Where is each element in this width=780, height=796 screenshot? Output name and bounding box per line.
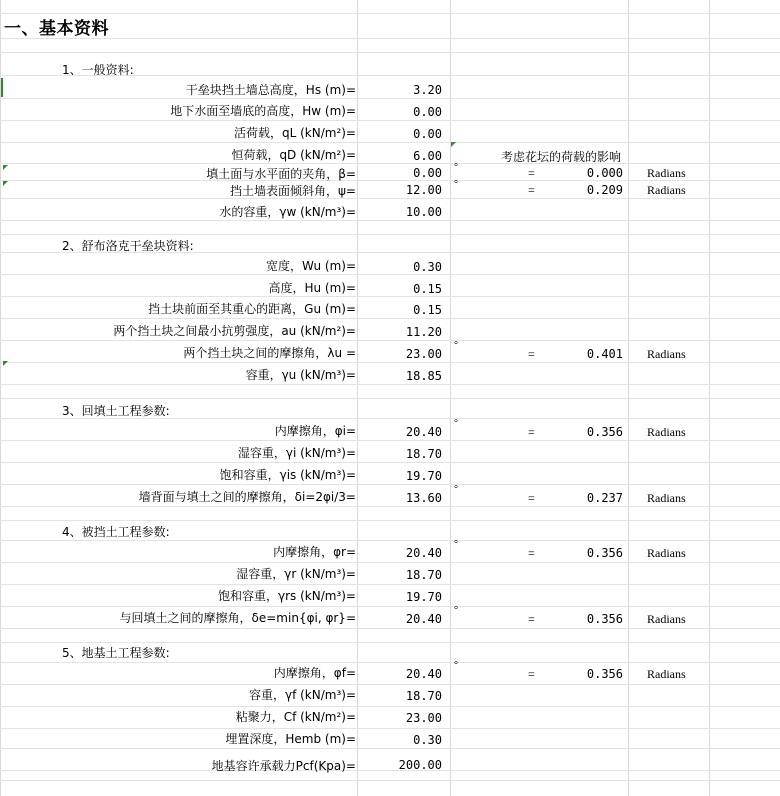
- param-value[interactable]: 19.70: [405, 469, 442, 483]
- param-value[interactable]: 0.00: [413, 166, 442, 180]
- load-note: 考虑花坛的荷载的影响: [501, 150, 622, 164]
- param-label[interactable]: 容重，γu (kN/m³)=: [245, 368, 356, 382]
- degree-symbol: °: [454, 660, 458, 671]
- param-value[interactable]: 0.00: [413, 105, 442, 119]
- param-label[interactable]: 内摩擦角，φf=: [273, 666, 356, 680]
- grid-row-line: [0, 296, 780, 297]
- param-value[interactable]: 0.15: [413, 303, 442, 317]
- radian-value[interactable]: 0.356: [586, 425, 623, 439]
- param-label[interactable]: 内摩擦角，φi=: [274, 424, 356, 438]
- param-value[interactable]: 18.85: [405, 369, 442, 383]
- param-label[interactable]: 湿容重，γi (kN/m³)=: [237, 446, 356, 460]
- param-value[interactable]: 20.40: [405, 546, 442, 560]
- grid-row-line: [0, 520, 780, 521]
- grid-row-line: [0, 318, 780, 319]
- radian-unit: Radians: [647, 667, 686, 681]
- param-value[interactable]: 20.40: [405, 667, 442, 681]
- param-label[interactable]: 高度，Hu (m)=: [268, 281, 356, 295]
- param-label[interactable]: 两个挡土块之间的摩擦角，λu =: [183, 346, 356, 360]
- degree-symbol: °: [454, 179, 458, 190]
- param-value[interactable]: 6.00: [413, 149, 442, 163]
- equals-sign: =: [528, 491, 535, 505]
- grid-row-line: [0, 362, 780, 363]
- param-value[interactable]: 200.00: [398, 758, 442, 772]
- radian-unit: Radians: [647, 166, 686, 180]
- param-value[interactable]: 10.00: [405, 205, 442, 219]
- param-label[interactable]: 恒荷载，qD (kN/m²)=: [231, 148, 356, 162]
- param-value[interactable]: 19.70: [405, 590, 442, 604]
- radian-unit: Radians: [647, 425, 686, 439]
- param-label[interactable]: 干垒块挡土墙总高度，Hs (m)=: [185, 83, 356, 97]
- degree-symbol: °: [454, 418, 458, 429]
- radian-value[interactable]: 0.356: [586, 612, 623, 626]
- param-value[interactable]: 11.20: [405, 325, 442, 339]
- grid-row-line: [0, 748, 780, 749]
- param-value[interactable]: 0.30: [413, 733, 442, 747]
- grid-row-line: [0, 728, 780, 729]
- grid-row-line: [0, 628, 780, 629]
- grid-row-line: [0, 384, 780, 385]
- param-value[interactable]: 20.40: [405, 425, 442, 439]
- grid-row-line: [0, 706, 780, 707]
- grid-row-line: [0, 142, 780, 143]
- grid-row-line: [0, 440, 780, 441]
- radian-unit: Radians: [647, 183, 686, 197]
- param-label[interactable]: 两个挡土块之间最小抗剪强度，au (kN/m²)=: [113, 324, 356, 338]
- radian-value[interactable]: 0.209: [586, 183, 623, 197]
- grid-row-line: [0, 584, 780, 585]
- param-value[interactable]: 18.70: [405, 568, 442, 582]
- param-label[interactable]: 墙背面与填土之间的摩擦角，δi=2φi/3=: [138, 490, 356, 504]
- grid-row-line: [0, 562, 780, 563]
- param-label[interactable]: 饱和容重，γis (kN/m³)=: [219, 468, 356, 482]
- grid-row-line: [0, 484, 780, 485]
- radian-unit: Radians: [647, 347, 686, 361]
- section-heading[interactable]: 2、舒布洛克干垒块资料:: [62, 239, 194, 253]
- degree-symbol: °: [454, 162, 458, 173]
- equals-sign: =: [528, 166, 535, 180]
- grid-row-line: [0, 462, 780, 463]
- param-label[interactable]: 湿容重，γr (kN/m³)=: [236, 567, 356, 581]
- degree-symbol: °: [454, 539, 458, 550]
- section-heading[interactable]: 5、地基土工程参数:: [62, 646, 170, 660]
- equals-sign: =: [528, 612, 535, 626]
- grid-row-line: [0, 274, 780, 275]
- param-label[interactable]: 填土面与水平面的夹角，β=: [206, 167, 356, 181]
- radian-value[interactable]: 0.401: [586, 347, 623, 361]
- equals-sign: =: [528, 347, 535, 361]
- grid-row-line: [0, 340, 780, 341]
- grid-row-line: [0, 606, 780, 607]
- grid-row-line: [0, 120, 780, 121]
- cell-selection-marker: [1, 78, 3, 97]
- param-value[interactable]: 3.20: [413, 83, 442, 97]
- radian-unit: Radians: [647, 612, 686, 626]
- grid-row-line: [0, 398, 780, 399]
- grid-row-line: [0, 540, 780, 541]
- grid-row-line: [0, 684, 780, 685]
- radian-value[interactable]: 0.000: [586, 166, 623, 180]
- grid-row-line: [0, 642, 780, 643]
- section-heading[interactable]: 3、回填土工程参数:: [62, 404, 170, 418]
- grid-row-line: [0, 506, 780, 507]
- param-label[interactable]: 挡土块前面至其重心的距离，Gu (m)=: [148, 302, 356, 316]
- grid-row-line: [0, 234, 780, 235]
- radian-value[interactable]: 0.356: [586, 546, 623, 560]
- comment-marker-icon: [3, 181, 8, 186]
- grid-row-line: [0, 13, 780, 14]
- param-label[interactable]: 地下水面至墙底的高度，Hw (m)=: [170, 104, 356, 118]
- param-label[interactable]: 地基容许承载力Pcf(Kpa)=: [211, 759, 356, 773]
- degree-symbol: °: [454, 340, 458, 351]
- page-title: 一、基本资料: [4, 19, 109, 39]
- comment-marker-icon: [3, 361, 8, 366]
- param-value[interactable]: 18.70: [405, 447, 442, 461]
- equals-sign: =: [528, 425, 535, 439]
- param-label[interactable]: 容重，γf (kN/m³)=: [248, 688, 356, 702]
- grid-row-line: [0, 38, 780, 39]
- equals-sign: =: [528, 667, 535, 681]
- param-value[interactable]: 23.00: [405, 711, 442, 725]
- equals-sign: =: [528, 546, 535, 560]
- param-label[interactable]: 饱和容重，γrs (kN/m³)=: [218, 589, 356, 603]
- param-value[interactable]: 0.00: [413, 127, 442, 141]
- equals-sign: =: [528, 183, 535, 197]
- grid-row-line: [0, 780, 780, 781]
- grid-row-line: [0, 52, 780, 53]
- section-heading[interactable]: 4、被挡土工程参数:: [62, 525, 170, 539]
- param-label[interactable]: 与回填土之间的摩擦角，δe=min{φi, φr}=: [119, 611, 356, 625]
- comment-marker-icon: [3, 165, 8, 170]
- param-label[interactable]: 埋置深度，Hemb (m)=: [225, 732, 356, 746]
- param-label[interactable]: 粘聚力，Cf (kN/m²)=: [235, 710, 356, 724]
- param-label[interactable]: 水的容重，γw (kN/m³)=: [219, 205, 356, 219]
- param-label[interactable]: 内摩擦角，φr=: [273, 545, 356, 559]
- radian-value[interactable]: 0.237: [586, 491, 623, 505]
- param-label[interactable]: 活荷载，qL (kN/m²)=: [233, 126, 356, 140]
- param-label[interactable]: 挡土墙表面倾斜角，ψ=: [230, 184, 356, 198]
- radian-value[interactable]: 0.356: [586, 667, 623, 681]
- param-value[interactable]: 20.40: [405, 612, 442, 626]
- param-value[interactable]: 23.00: [405, 347, 442, 361]
- grid-row-line: [0, 770, 780, 771]
- param-value[interactable]: 13.60: [405, 491, 442, 505]
- param-value[interactable]: 18.70: [405, 689, 442, 703]
- degree-symbol: °: [454, 605, 458, 616]
- param-value[interactable]: 0.30: [413, 260, 442, 274]
- grid-row-line: [0, 98, 780, 99]
- grid-row-line: [0, 198, 780, 199]
- radian-unit: Radians: [647, 546, 686, 560]
- param-label[interactable]: 宽度，Wu (m)=: [266, 259, 356, 273]
- comment-marker-icon: [451, 142, 456, 147]
- grid-row-line: [0, 662, 780, 663]
- param-value[interactable]: 12.00: [405, 183, 442, 197]
- param-value[interactable]: 0.15: [413, 282, 442, 296]
- section-heading[interactable]: 1、一般资料:: [62, 63, 134, 77]
- degree-symbol: °: [454, 484, 458, 495]
- grid-row-line: [0, 220, 780, 221]
- radian-unit: Radians: [647, 491, 686, 505]
- grid-row-line: [0, 163, 780, 164]
